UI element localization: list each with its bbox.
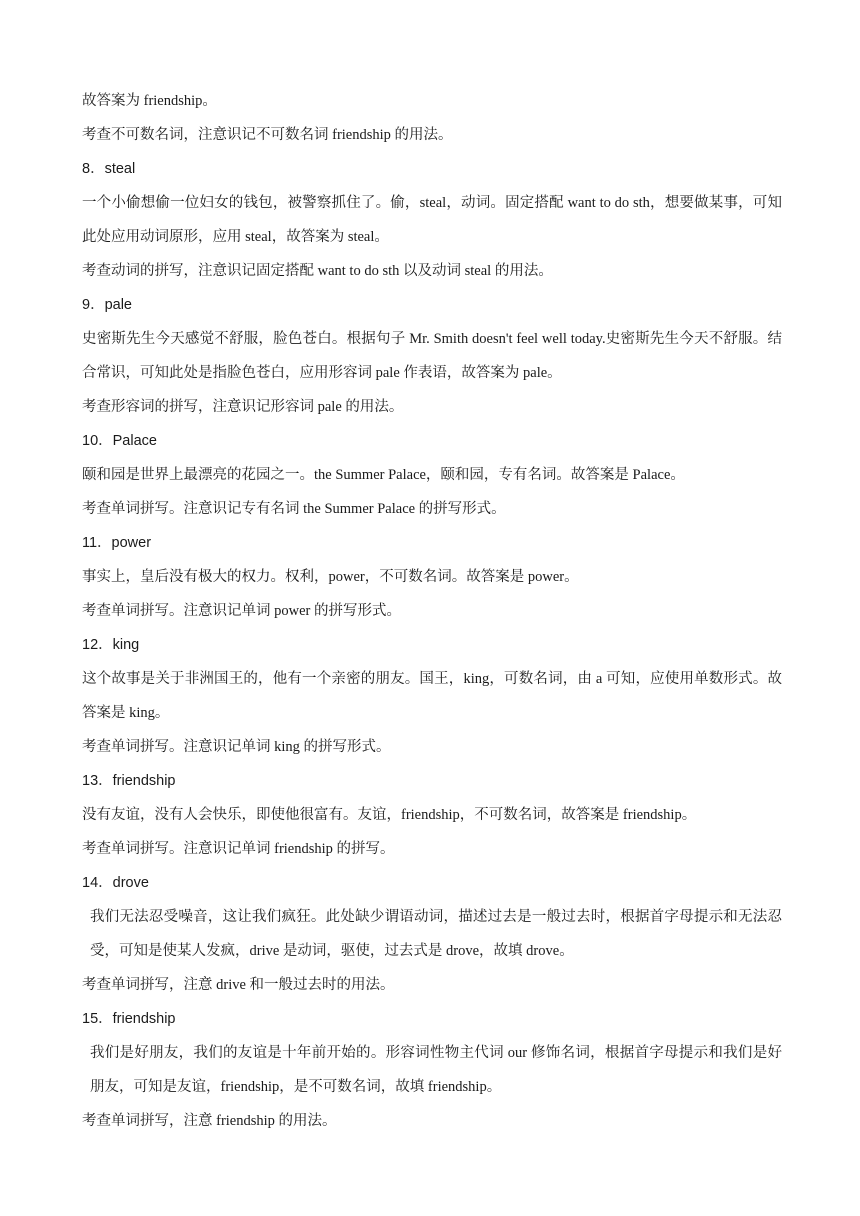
note-12: 考查单词拼写。注意识记单词 king 的拼写形式。: [82, 739, 391, 755]
item-heading-13: 13．friendship: [82, 773, 176, 789]
note-13: 考查单词拼写。注意识记单词 friendship 的拼写。: [82, 841, 395, 857]
item-heading-11: 11．power: [82, 535, 152, 551]
note-11: 考查单词拼写。注意识记单词 power 的拼写形式。: [82, 603, 401, 619]
explanation-14: 我们无法忍受噪音，这让我们疯狂。此处缺少谓语动词，描述过去是一般过去时，根据首字母提示和无法忍受，可知是使某人发疯，drive 是动词，驱使，过去式是 drove，故填 drove。: [90, 909, 782, 959]
note-9: 考查形容词的拼写，注意识记形容词 pale 的用法。: [82, 399, 404, 415]
item-heading-9: 9．pale: [82, 297, 132, 313]
explanation-15: 我们是好朋友，我们的友谊是十年前开始的。形容词性物主代词 our 修饰名词，根据首字母提示和我们是好朋友，可知是友谊，friendship，是不可数名词，故填 friendship。: [90, 1045, 782, 1095]
explanation-9: 史密斯先生今天感觉不舒服，脸色苍白。根据句子 Mr. Smith doesn't feel well today.史密斯先生今天不舒服。结合常识，可知此处是指脸色苍白，应用形容词 pale 作表语，故答案为 pale。: [82, 331, 782, 381]
note-15: 考查单词拼写，注意 friendship 的用法。: [82, 1113, 337, 1129]
note-line: 考查不可数名词，注意识记不可数名词 friendship 的用法。: [82, 127, 453, 143]
explanation-12: 这个故事是关于非洲国王的，他有一个亲密的朋友。国王，king，可数名词，由 a 可知，应使用单数形式。故答案是 king。: [82, 671, 782, 721]
answer-line: 故答案为 friendship。: [82, 93, 217, 109]
explanation-8: 一个小偷想偷一位妇女的钱包，被警察抓住了。偷，steal，动词。固定搭配 want to do sth，想要做某事，可知此处应用动词原形，应用 steal，故答案为 steal。: [82, 195, 782, 245]
item-heading-12: 12．king: [82, 637, 140, 653]
explanation-10: 颐和园是世界上最漂亮的花园之一。the Summer Palace，颐和园，专有名词。故答案是 Palace。: [82, 467, 685, 483]
item-heading-15: 15．friendship: [82, 1011, 176, 1027]
explanation-11: 事实上，皇后没有极大的权力。权利，power，不可数名词。故答案是 power。: [82, 569, 579, 585]
explanation-13: 没有友谊，没有人会快乐，即使他很富有。友谊，friendship，不可数名词，故答案是 friendship。: [82, 807, 697, 823]
item-heading-8: 8．steal: [82, 161, 136, 177]
item-heading-14: 14．drove: [82, 875, 149, 891]
note-10: 考查单词拼写。注意识记专有名词 the Summer Palace 的拼写形式。: [82, 501, 506, 517]
item-heading-10: 10．Palace: [82, 433, 157, 449]
document-page: [82, 84, 782, 1138]
note-8: 考查动词的拼写，注意识记固定搭配 want to do sth 以及动词 steal 的用法。: [82, 263, 553, 279]
note-14: 考查单词拼写，注意 drive 和一般过去时的用法。: [82, 977, 395, 993]
